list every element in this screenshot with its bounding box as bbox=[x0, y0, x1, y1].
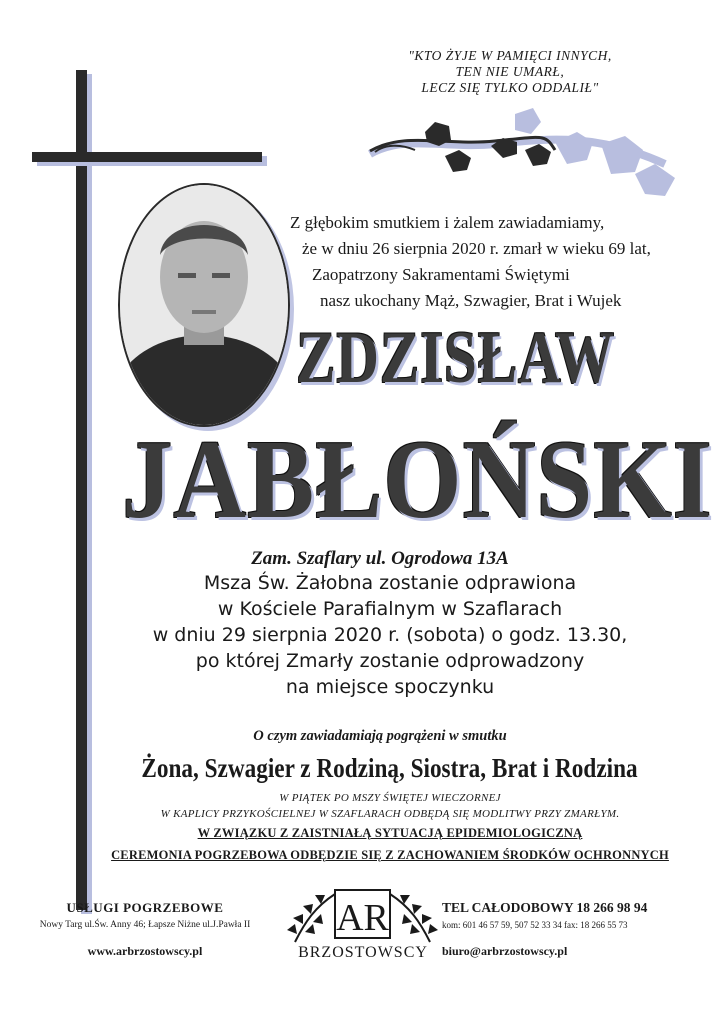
cross-horizontal-bar bbox=[32, 152, 262, 162]
memorial-quote bbox=[350, 48, 670, 96]
funeral-home-logo-icon bbox=[275, 872, 450, 982]
mass-line: w Kościele Parafialnym w Szaflarach bbox=[217, 598, 563, 620]
mourners-intro: O czym zawiadamiają pogrążeni w smutku bbox=[253, 728, 507, 744]
prayer-notice: W KAPLICY PRZYKOŚCIELNEJ W SZAFLARACH ODBĘDĄ SIĘ MODLITWY PRZY ZMARŁYM. bbox=[160, 808, 620, 820]
mobile-fax-numbers: kom: 601 46 57 59, 507 52 33 34 fax: 18 266 55 73 bbox=[442, 920, 628, 930]
logo-letters: AR bbox=[336, 897, 389, 939]
mass-line: na miejsce spoczynku bbox=[285, 676, 495, 698]
phone-24h: TEL CAŁODOBOWY 18 266 98 94 bbox=[442, 900, 648, 915]
deceased-first-name: ZDZISŁAW bbox=[296, 317, 615, 399]
prayer-notice: W PIĄTEK PO MSZY ŚWIĘTEJ WIECZORNEJ bbox=[279, 792, 501, 804]
intro-line: Z głębokim smutkiem i żalem zawiadamiamy, bbox=[290, 213, 605, 232]
mass-line: w dniu 29 sierpnia 2020 r. (sobota) o godz. 13.30, bbox=[152, 624, 628, 646]
epidemic-notice: W ZWIĄZKU Z ZAISTNIAŁĄ SYTUACJĄ EPIDEMIOLOGICZNĄ bbox=[197, 826, 583, 840]
ivy-ornament-icon bbox=[365, 104, 685, 200]
deceased-last-name: JABŁOŃSKI bbox=[122, 418, 713, 542]
portrait-silhouette-icon bbox=[120, 185, 288, 425]
mass-line: Msza Św. Żałobna zostanie odprawiona bbox=[203, 572, 577, 594]
intro-line: Zaopatrzony Sakramentami Świętymi bbox=[312, 265, 570, 284]
quote-line: LECZ SIĘ TYLKO ODDALIŁ" bbox=[421, 80, 599, 95]
funeral-home-info bbox=[20, 900, 270, 959]
funeral-home-address: Nowy Targ ul.Św. Anny 46; Łapsze Niżne ul.J.Pawła II bbox=[39, 920, 251, 930]
quote-line: "KTO ŻYJE W PAMIĘCI INNYCH, bbox=[408, 48, 612, 63]
deceased-address: Zam. Szaflary ul. Ogrodowa 13A bbox=[251, 548, 509, 569]
intro-line: że w dniu 26 sierpnia 2020 r. zmarł w wieku 69 lat, bbox=[302, 239, 651, 258]
quote-line: TEN NIE UMARŁ, bbox=[455, 64, 565, 79]
funeral-home-name: BRZOSTOWSCY bbox=[298, 944, 428, 961]
mourners-names-text: Żona, Szwagier z Rodziną, Siostra, Brat i Rodzina bbox=[141, 753, 639, 783]
cross-vertical-bar bbox=[76, 70, 87, 910]
intro-line: nasz ukochany Mąż, Szwagier, Brat i Wujek bbox=[320, 291, 622, 310]
funeral-mass-details bbox=[90, 570, 690, 700]
deceased-portrait bbox=[118, 183, 290, 427]
announcement-intro bbox=[280, 210, 700, 314]
funeral-home-title: USŁUGI POGRZEBOWE bbox=[66, 900, 224, 915]
mourners-names bbox=[90, 752, 690, 784]
mass-line: po której Zmarły zostanie odprowadzony bbox=[195, 650, 585, 672]
contact-info bbox=[442, 900, 712, 959]
epidemic-notice: CEREMONIA POGRZEBOWA ODBĘDZIE SIĘ Z ZACHOWANIEM ŚRODKÓW OCHRONNYCH bbox=[111, 848, 669, 862]
contact-email[interactable]: biuro@arbrzostowscy.pl bbox=[442, 944, 568, 958]
funeral-home-website[interactable]: www.arbrzostowscy.pl bbox=[87, 944, 203, 958]
